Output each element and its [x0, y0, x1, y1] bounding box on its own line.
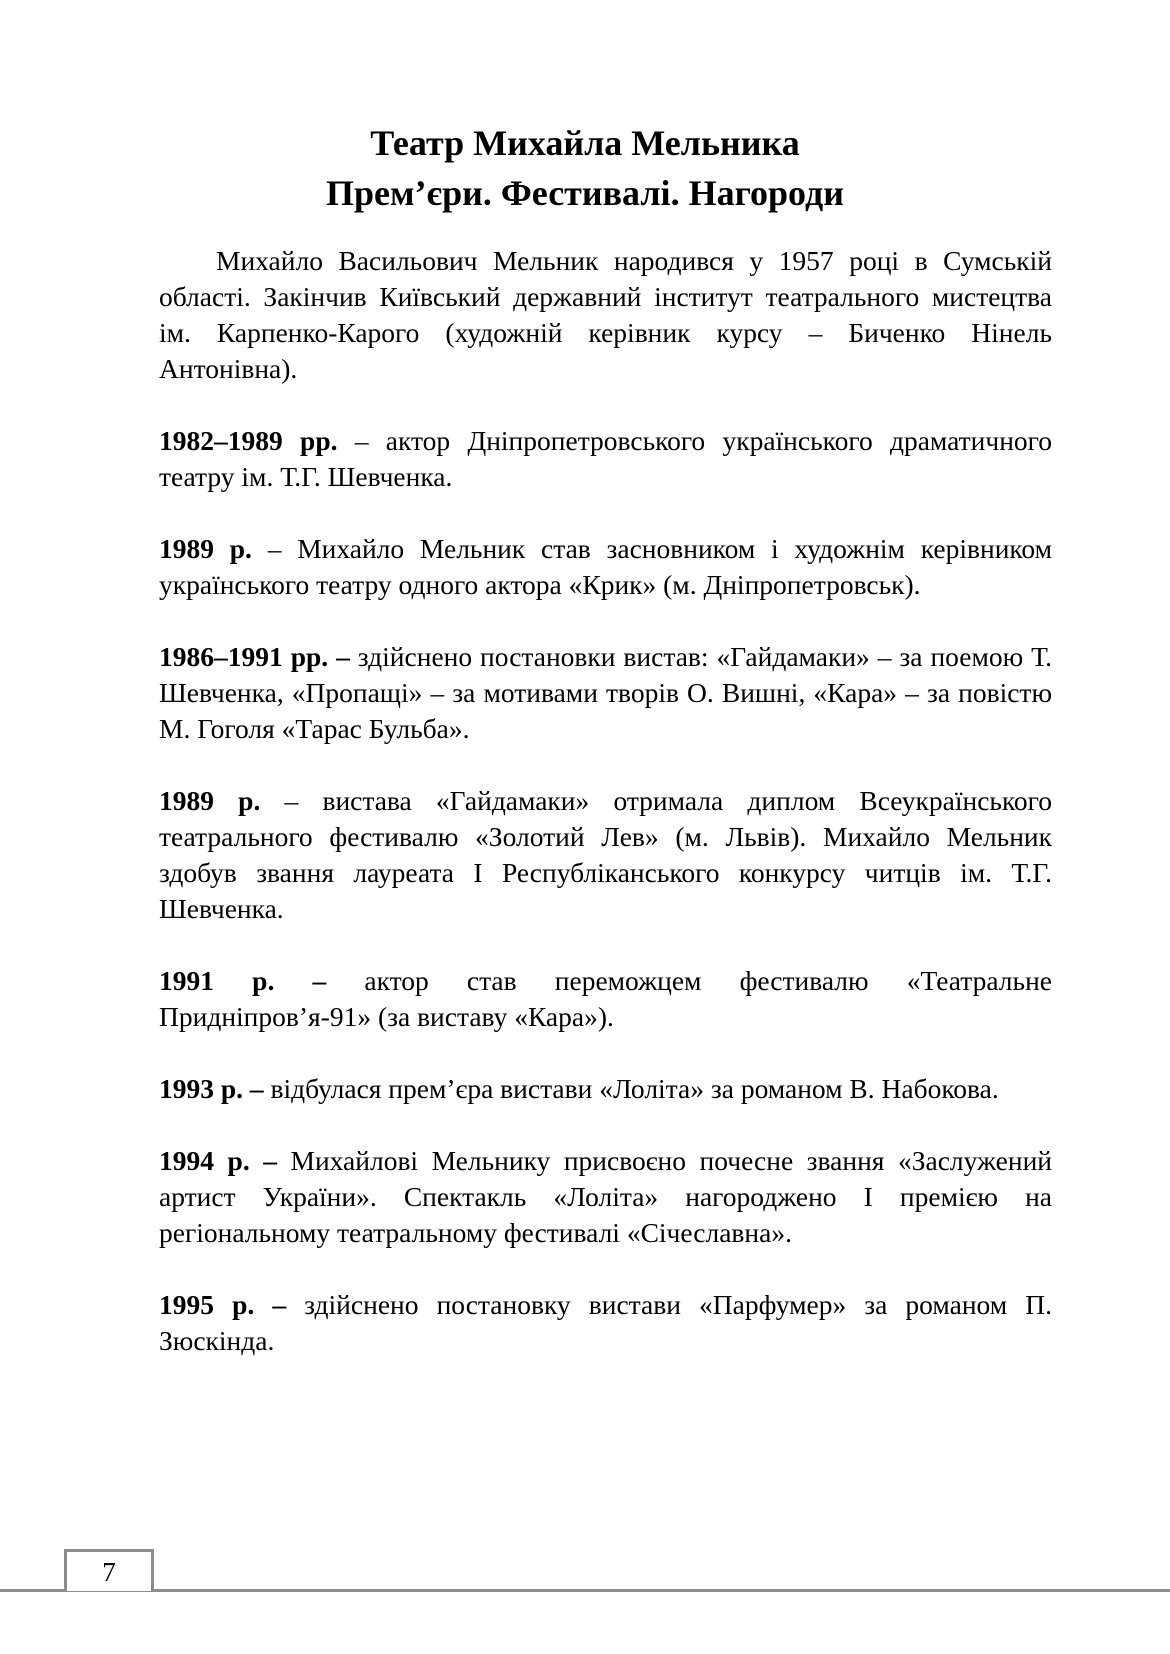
title-line-1: Театр Михайла Мельника [370, 123, 800, 163]
entry-text: – Михайло Мельник став засновником і художнім керівником українського театру одного актора «Крик» (м. Дніпропетровськ). [159, 533, 1052, 600]
entry-date: 1989 р. [159, 533, 252, 564]
timeline-entry [159, 639, 1052, 747]
timeline-entry [159, 1143, 1052, 1251]
entry-text: Михайлові Мельнику присвоєно почесне звання «Заслужений артист України». Спектакль «Лоліта» нагороджено І премією на регіональному театральному фестивалі «Січеславна». [159, 1145, 1053, 1248]
entry-date: 1994 р. – [159, 1145, 277, 1176]
entry-text: здійснено постановки вистав: «Гайдамаки» – за поемою Т. Шевченка, «Пропащі» – за мотивами творів О. Вишні, «Кара» – за повістю М. Гоголя «Тарас Бульба». [159, 641, 1053, 744]
entry-text: здійснено постановку вистави «Парфумер» за романом П. Зюскінда. [159, 1289, 1052, 1356]
timeline-entry [159, 963, 1052, 1035]
entry-text: відбулася прем’єра вистави «Лоліта» за романом В. Набокова. [263, 1073, 999, 1104]
entry-text: актор став переможцем фестивалю «Театральне Придніпров’я-91» (за виставу «Кара»). [159, 965, 1052, 1032]
page-title [0, 118, 1170, 218]
timeline-entry [159, 531, 1052, 603]
page-number: 7 [64, 1549, 154, 1591]
entry-text: – вистава «Гайдамаки» отримала диплом Всеукраїнського театрального фестивалю «Золотий Лев» (м. Львів). Михайло Мельник здобув звання лауреата І Республіканського конкурсу читців ім. Т.Г. Шевченка. [159, 785, 1053, 924]
intro-paragraph: Михайло Васильович Мельник народився у 1957 році в Сумській області. Закінчив Київський державний інститут театрального мистецтва ім. Карпенко-Карого (художній керівник курсу – Биченко Нінель Антонівна). [159, 245, 1052, 384]
entry-text: – актор Дніпропетровського українського драматичного театру ім. Т.Г. Шевченка. [159, 425, 1053, 492]
article-body [159, 243, 1052, 1395]
title-line-2: Прем’єри. Фестивалі. Нагороди [326, 173, 844, 213]
timeline-entry [159, 1287, 1052, 1359]
footer-divider [0, 1589, 1170, 1592]
entry-date: 1991 р. – [159, 965, 327, 996]
entry-date: 1993 р. – [159, 1073, 264, 1104]
entry-date: 1989 р. [159, 785, 261, 816]
entry-date: 1995 р. – [159, 1289, 287, 1320]
timeline-entry [159, 783, 1052, 927]
timeline-entry [159, 1071, 1052, 1107]
timeline-entry [159, 423, 1052, 495]
entry-date: 1986–1991 рр. – [159, 641, 350, 672]
entry-date: 1982–1989 рр. [159, 425, 338, 456]
